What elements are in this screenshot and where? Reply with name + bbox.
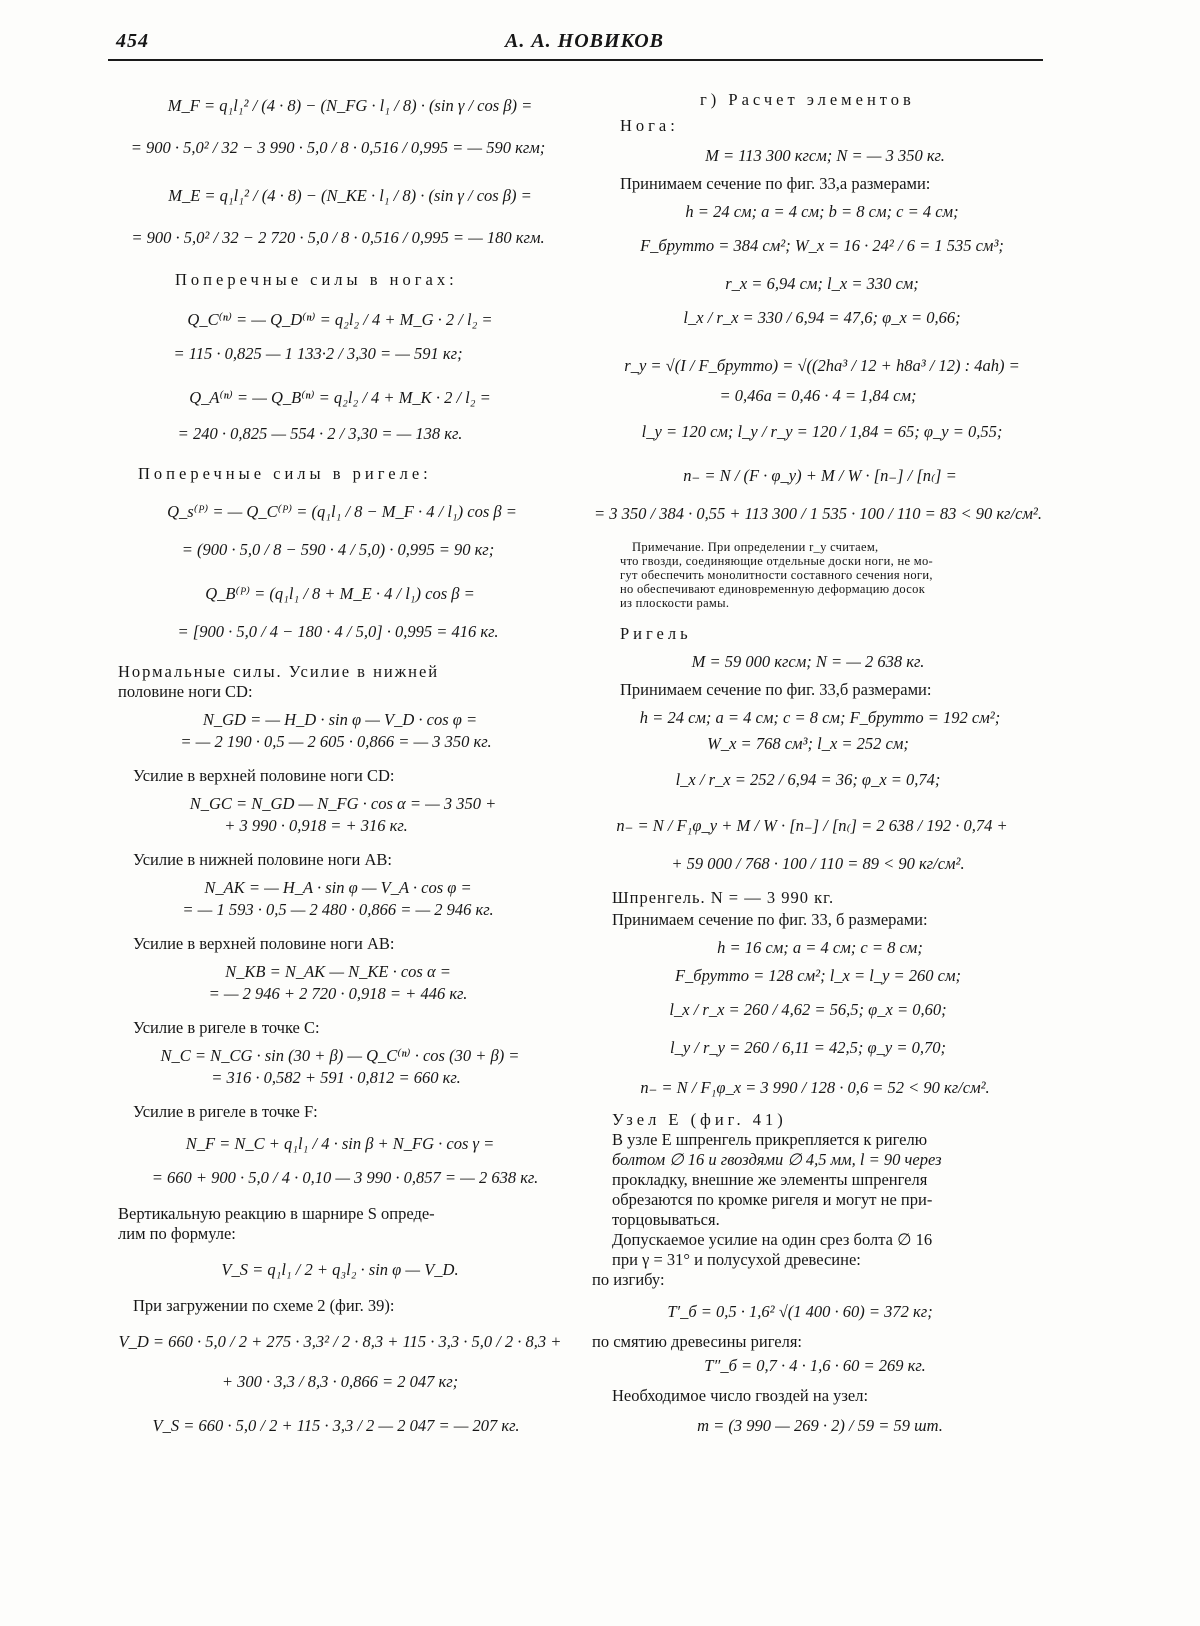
formula-t-bending: T′_б = 0,5 · 1,6² √(1 400 · 60) = 372 кг; [667,1302,933,1321]
note-line-3: гут обеспечить монолитности составного сечения ноги, [620,568,933,582]
formula-nc: N_C = N_CG · sin (30 + β) — Q_C⁽ⁿ⁾ · cos (30 + β) = [160,1046,520,1065]
formula-qs: Q_s⁽ᴾ⁾ = — Q_C⁽ᴾ⁾ = (q₁l₁ / 8 − M_F · 4 / l₁) cos β = [167,502,517,521]
text-lower-half-cd: половине ноги CD: [118,682,253,701]
text-section-33a: Принимаем сечение по фиг. 33,а размерами: [620,174,931,193]
text-nails-required: Необходимое число гвоздей на узел: [612,1386,869,1405]
leg-slenderness-y: l_y = 120 см; l_y / r_y = 120 / 1,84 = 65; φ_y = 0,55; [641,422,1003,441]
rod-stress: n₋ = N / F₁φ_x = 3 990 / 128 · 0,6 = 52 < 90 кг/см². [640,1078,990,1097]
text-crushing: по смятию древесины ригеля: [592,1332,803,1351]
note-line-4: но обеспечивают единовременную деформацию досок [620,582,926,596]
heading-beam: Ригель [620,624,692,643]
formula-nak-values: = — 1 593 · 0,5 — 2 480 · 0,866 = — 2 946 кг. [182,900,494,919]
header-rule [108,59,1043,61]
text-node-e-4: обрезаются по кромке ригеля и могут не при- [612,1190,933,1209]
text-upper-half-ab: Усилие в верхней половине ноги AB: [133,934,395,953]
formula-t-crushing: T″_б = 0,7 · 4 · 1,6 · 60 = 269 кг. [704,1356,926,1375]
text-node-e-1: В узле E шпренгель прикрепляется к ригелю [612,1130,928,1149]
note-line-1: Примечание. При определении r_y считаем, [632,540,879,554]
page-number: 454 [116,30,149,52]
formula-nak: N_AK = — H_A · sin φ — V_A · cos φ = [204,878,472,897]
formula-qb: Q_B⁽ᴾ⁾ = (q₁l₁ / 8 + M_E · 4 / l₁) cos β = [205,584,475,603]
formula-m: m = (3 990 — 269 · 2) / 59 = 59 шт. [697,1416,943,1435]
heading-normal-forces: Нормальные силы. Усилие в нижней [118,662,440,681]
text-node-e-5: торцовываться. [612,1210,720,1229]
beam-stress: n₋ = N / F₁φ_y + M / W · [n₋] / [n₍] = 2 638 / 192 · 0,74 + [616,816,1008,835]
formula-me: M_E = q₁l₁² / (4 · 8) − (N_KE · l₁ / 8) · (sin γ / cos β) = [168,186,532,205]
formula-nf-values: = 660 + 900 · 5,0 / 4 · 0,10 — 3 990 · 0,857 = — 2 638 кг. [151,1168,539,1187]
rod-dimensions: h = 16 см; a = 4 см; c = 8 см; [717,938,923,957]
beam-dimensions: h = 24 см; a = 4 см; c = 8 см; F_брутто = 192 см²; [639,708,1001,727]
formula-ngc-values: + 3 990 · 0,918 = + 316 кг. [224,816,408,835]
text-beam-point-c: Усилие в ригеле в точке C: [133,1018,320,1037]
rod-slenderness-x: l_x / r_x = 260 / 4,62 = 56,5; φ_x = 0,60; [669,1000,947,1019]
text-beam-point-f: Усилие в ригеле в точке F: [133,1102,318,1121]
text-node-e-2: болтом ∅ 16 и гвоздями ∅ 4,5 мм, l = 90 через [612,1150,942,1169]
leg-dimensions: h = 24 см; a = 4 см; b = 8 см; c = 4 см; [685,202,959,221]
formula-ngc: N_GC = N_GD — N_FG · cos α = — 3 350 + [189,794,497,813]
formula-qb-values: = [900 · 5,0 / 4 − 180 · 4 / 5,0] · 0,995 = 416 кг. [177,622,499,641]
text-node-e-3: прокладку, внешние же элементы шпренгеля [612,1170,928,1189]
note-line-2: что гвозди, соединяющие отдельные доски ноги, не мо- [620,554,933,568]
text-load-scheme-2: При загружении по схеме 2 (фиг. 39): [133,1296,395,1315]
text-by-formula: лим по формуле: [118,1224,236,1243]
leg-radius-x: r_x = 6,94 см; l_x = 330 см; [725,274,919,293]
beam-forces: M = 59 000 кгсм; N = — 2 638 кг. [691,652,925,671]
formula-vs: V_S = q₁l₁ / 2 + q₃l₂ · sin φ — V_D. [221,1260,459,1279]
formula-qc-values: = 115 · 0,825 — 1 133·2 / 3,30 = — 591 кг; [173,344,463,363]
text-section-33b: Принимаем сечение по фиг. 33,б размерами: [620,680,932,699]
beam-slenderness: l_x / r_x = 252 / 6,94 = 36; φ_x = 0,74; [675,770,941,789]
rod-area-lengths: F_брутто = 128 см²; l_x = l_y = 260 см; [674,966,962,985]
formula-mf: M_F = q₁l₁² / (4 · 8) − (N_FG · l₁ / 8) · (sin γ / cos β) = [167,96,533,115]
heading-truss-rod: Шпренгель. N = — 3 990 кг. [612,888,835,907]
text-vertical-reaction: Вертикальную реакцию в шарнире S опреде- [118,1204,435,1223]
formula-ngd-values: = — 2 190 · 0,5 — 2 605 · 0,866 = — 3 350 кг. [180,732,492,751]
leg-radius-y: r_y = √(I / F_брутто) = √((2ha³ / 12 + h8a³ / 12) : 4ah) = [624,356,1020,375]
formula-ngd: N_GD = — H_D · sin φ — V_D · cos φ = [202,710,478,729]
beam-stress-values: + 59 000 / 768 · 100 / 110 = 89 < 90 кг/см². [671,854,965,873]
formula-nc-values: = 316 · 0,582 + 591 · 0,812 = 660 кг. [211,1068,461,1087]
formula-qs-values: = (900 · 5,0 / 8 − 590 · 4 / 5,0) · 0,995 = 90 кг; [181,540,495,559]
formula-nkb-values: = — 2 946 + 2 720 · 0,918 = + 446 кг. [208,984,468,1003]
heading-shear-legs: Поперечные силы в ногах: [175,270,458,289]
heading-shear-beam: Поперечные силы в ригеле: [138,464,432,483]
formula-me-values: = 900 · 5,0² / 32 − 2 720 · 5,0 / 8 · 0,516 / 0,995 = — 180 кгм. [131,228,545,247]
text-bolt-force-2: при γ = 31° и полусухой древесине: [612,1250,861,1269]
formula-vd-cont: + 300 · 3,3 / 8,3 · 0,866 = 2 047 кг; [221,1372,459,1391]
section-heading-elements: г) Расчет элементов [700,90,915,109]
beam-modulus: W_x = 768 см³; l_x = 252 см; [707,734,909,753]
rod-slenderness-y: l_y / r_y = 260 / 6,11 = 42,5; φ_y = 0,70; [670,1038,946,1057]
formula-vd: V_D = 660 · 5,0 / 2 + 275 · 3,3² / 2 · 8,3 + 115 · 3,3 · 5,0 / 2 · 8,3 + [118,1332,562,1351]
text-bolt-force-1: Допускаемое усилие на один срез болта ∅ 16 [612,1230,933,1249]
formula-mf-values: = 900 · 5,0² / 32 − 3 990 · 5,0 / 8 · 0,516 / 0,995 = — 590 кгм; [130,138,546,157]
formula-qa-values: = 240 · 0,825 — 554 · 2 / 3,30 = — 138 кг. [177,424,463,443]
leg-area-modulus: F_брутто = 384 см²; W_x = 16 · 24² / 6 = 1 535 см³; [640,236,1004,255]
leg-slenderness-x: l_x / r_x = 330 / 6,94 = 47,6; φ_x = 0,66; [683,308,961,327]
text-bending: по изгибу: [592,1270,665,1289]
leg-radius-y-values: = 0,46a = 0,46 · 4 = 1,84 см; [719,386,917,405]
heading-node-e: Узел E (фиг. 41) [612,1110,787,1129]
text-lower-half-ab: Усилие в нижней половине ноги AB: [133,850,393,869]
text-section-33b-rod: Принимаем сечение по фиг. 33, б размерами: [612,910,928,929]
formula-qc: Q_C⁽ⁿ⁾ = — Q_D⁽ⁿ⁾ = q₂l₂ / 4 + M_G · 2 / l₂ = [187,310,493,329]
leg-stress-values: = 3 350 / 384 · 0,55 + 113 300 / 1 535 · 100 / 110 = 83 < 90 кг/см². [593,504,1043,523]
formula-vs-values: V_S = 660 · 5,0 / 2 + 115 · 3,3 / 2 — 2 047 = — 207 кг. [152,1416,520,1435]
formula-qa: Q_A⁽ⁿ⁾ = — Q_B⁽ⁿ⁾ = q₂l₂ / 4 + M_K · 2 / l₂ = [189,388,491,407]
text-upper-half-cd: Усилие в верхней половине ноги CD: [133,766,395,785]
formula-nkb: N_KB = N_AK — N_KE · cos α = [225,962,451,981]
leg-forces: M = 113 300 кгсм; N = — 3 350 кг. [705,146,945,165]
running-title: А. А. НОВИКОВ [505,30,664,52]
formula-nf: N_F = N_C + q₁l₁ / 4 · sin β + N_FG · cos γ = [185,1134,495,1153]
heading-leg: Нога: [620,116,679,135]
note-line-5: из плоскости рамы. [620,596,730,610]
leg-stress: n₋ = N / (F · φ_y) + M / W · [n₋] / [n₍] = [683,466,957,485]
